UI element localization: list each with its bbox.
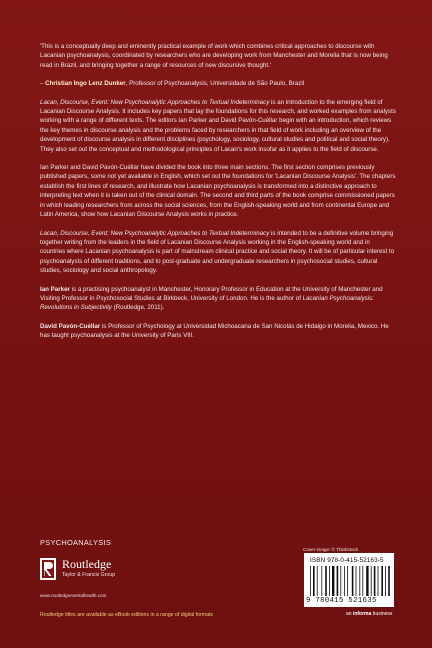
cover-text — [40, 42, 396, 350]
barcode-bar — [313, 566, 315, 596]
barcode-bar — [374, 566, 376, 596]
author-name: David Pavón-Cuéllar — [40, 322, 101, 330]
publisher-logo — [40, 556, 160, 586]
ebook-note: Routledge titles are available as eBook editions in a range of digital formats — [40, 612, 214, 618]
barcode-bar — [340, 566, 341, 596]
informa-business: an informa business — [346, 611, 393, 617]
author-bio-1: Ian Parker is a practising psychoanalyst in Manchester, Honorary Professor in Education at the University of Manchester and Visiting Professor in Psychosocial Studies at Birkbeck, University of London. He is the author of Lacanian Psychoanalysis: Revolutions in Subjectivity (Routledge, 2011). — [40, 285, 383, 312]
barcode-bar — [347, 566, 348, 596]
isbn-barcode-box — [304, 553, 394, 607]
barcode-bar — [366, 566, 368, 596]
barcode-bar — [362, 566, 363, 596]
barcode-bar — [325, 566, 327, 596]
barcode-digits: 9 780415 521635 — [306, 597, 377, 605]
subject-category: PSYCHOANALYSIS — [40, 538, 112, 547]
barcode-bar — [332, 566, 334, 596]
barcode-bar — [317, 566, 318, 596]
barcode-bar — [352, 566, 354, 596]
book-title: Lacan, Discourse, Event: New Psychoanalytic Approaches to Textual Indeterminacy — [40, 98, 270, 106]
barcode — [310, 566, 390, 596]
publisher-group: Taylor & Francis Group — [62, 572, 116, 578]
barcode-bar — [359, 566, 360, 596]
barcode-bar — [356, 566, 357, 596]
routledge-r-icon — [40, 558, 56, 580]
book-title: Lacan, Discourse, Event: New Psychoanalytic Approaches to Textual Indeterminacy — [40, 229, 270, 237]
barcode-bar — [344, 566, 345, 596]
endorser-name: Christian Ingo Lenz Dunker — [45, 80, 126, 88]
barcode-bar — [388, 566, 390, 596]
author-name: Ian Parker — [40, 285, 70, 293]
description-paragraph-1: Lacan, Discourse, Event: New Psychoanalytic Approaches to Textual Indeterminacy is an introduction to the emerging field of Lacanian Discourse Analysis. It includes key papers that lay the foundations for this research, and worked examples from analysts working with a range of different texts. The editors Ian Parker and David Pavón-Cuéllar begin with an introduction, which reviews the key themes in discourse analysis and the problems faced by researchers in that field of work including an overview of the development of discourse analysis in different disciplines (psychology, sociology, cultural studies and political and social theory). They also set out the conceptual and methodological principles of Lacan's work insofar as it applies to the field of discourse. — [40, 98, 396, 153]
barcode-bar — [381, 566, 383, 596]
barcode-bar — [371, 566, 372, 596]
barcode-bar — [329, 566, 330, 596]
publisher-website: www.routledgementalhealth.com — [40, 593, 107, 598]
author-bio-2: David Pavón-Cuéllar is Professor of Psychology at Universidad Michoacana de San Nicolás de Hidalgo in Morelia, Mexico. He has taught psychoanalysis at the University of Paris VIII. — [40, 322, 389, 340]
cover-credit: Cover image: © Thinkstock — [303, 547, 359, 552]
informa-brand: informa — [352, 611, 372, 617]
barcode-bar — [385, 566, 386, 596]
barcode-bar — [310, 566, 311, 596]
endorsement-quote: 'This is a conceptually deep and eminently practical example of work which combines critical approaches to discourse with Lacanian psychoanalysis, coordinated by researchers who are developing work from Manchester and Morelia that is now being read in Brazil, and bringing together a range of resources of new discursive thought.' — [40, 43, 388, 69]
publisher-name: Routledge — [62, 557, 112, 571]
barcode-bar — [337, 566, 339, 596]
barcode-bar — [378, 566, 379, 596]
barcode-bar — [321, 566, 322, 596]
endorsement-attribution: – Christian Ingo Lenz Dunker, Professor of Psychoanalysis, Universidade de São Paulo, Brazil — [40, 80, 305, 88]
description-paragraph-2: Ian Parker and David Pavón-Cuéllar have divided the book into three main sections. The first section comprises previously published papers, some not yet available in English, which set out the foundations for 'Lacanian Discourse Analysis'. The chapters establish the first lines of research, and illustrate how Lacanian psychoanalysis is transformed into a distinctive approach to interpreting text when it is taken out of the clinical domain. The second and third parts of the book comprise commissioned papers in which leading researchers from across the social sciences, from the English-speaking world and from continental Europe and Latin America, show how Lacanian Discourse Analysis works in practice. — [40, 164, 396, 219]
description-paragraph-3: Lacan, Discourse, Event: New Psychoanalytic Approaches to Textual Indeterminacy is intended to be a definitive volume bringing together writing from the leaders in the field of Lacanian Discourse Analysis working in the English-speaking world and in countries where Lacanian psychoanalysis is part of mainstream clinical practice and social theory. It will be of particular interest to psychoanalysts of different traditions, and to post-graduate and undergraduate researchers in psychosocial studies, cultural studies, sociology and social anthropology. — [40, 229, 395, 275]
isbn-label: ISBN 978-0-415-52163-5 — [310, 557, 384, 564]
endorser-affiliation: , Professor of Psychoanalysis, Universidade de São Paulo, Brazil — [125, 80, 305, 88]
author-book-title: Lacanian Psychoanalysis: Revolutions in Subjectivity — [40, 294, 374, 312]
